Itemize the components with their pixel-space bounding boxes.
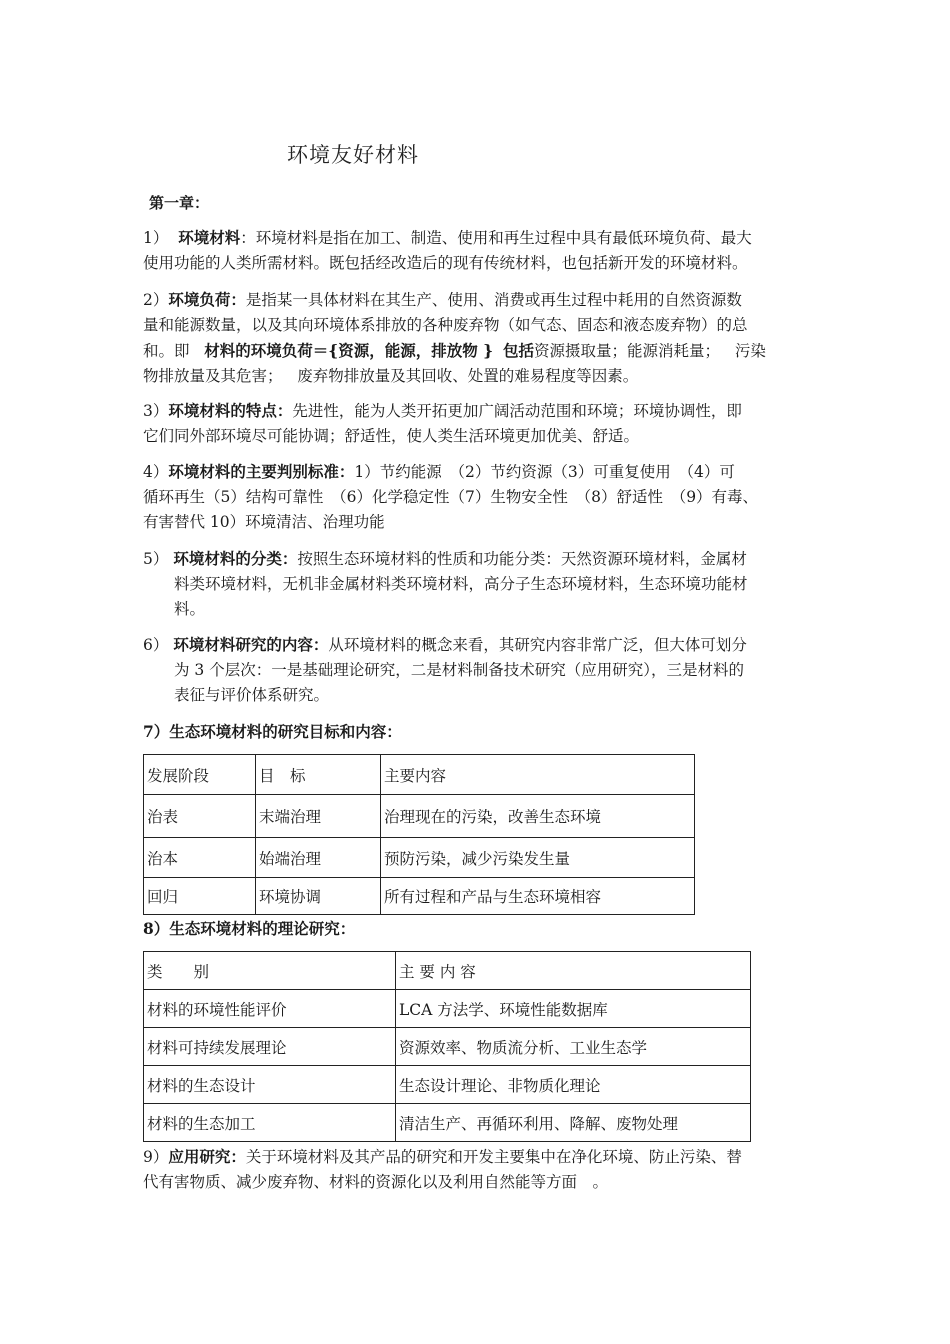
table-header-cell: 类 别 <box>144 952 396 990</box>
text: 它们同外部环境尽可能协调；舒适性，使人类生活环境更加优美、舒适。 <box>143 427 640 445</box>
text: 量和能源数量，以及其向环境体系排放的各种废弃物（如气态、固态和液态废弃物）的总 <box>143 316 748 334</box>
table-cell: 材料的环境性能评价 <box>144 990 396 1028</box>
text: 先进性，能为人类开拓更加广阔活动范围和环境；环境协调性，即 <box>292 402 742 420</box>
text: 按照生态环境材料的性质和功能分类：天然资源环境材料，金属材 <box>297 550 747 568</box>
text: 为 3 个层次：一是基础理论研究，二是材料制备技术研究（应用研究），三是材料的 <box>174 661 744 679</box>
table-cell: 环境协调 <box>256 878 381 915</box>
item-number: 1） <box>143 229 169 247</box>
text: ：环境材料是指在加工、制造、使用和再生过程中具有最低环境负荷、最大 <box>240 229 752 247</box>
text: 是指某一具体材料在其生产、使用、消费或再生过程中耗用的自然资源数 <box>245 291 742 309</box>
item-number: 5） <box>143 550 169 568</box>
term: 应用研究： <box>168 1147 246 1166</box>
goals-table <box>143 754 695 915</box>
table-cell: 所有过程和产品与生态环境相容 <box>381 878 695 915</box>
text: 和。即 <box>143 342 190 360</box>
text: 废弃物排放量及其回收、处置的难易程度等因素。 <box>297 367 639 385</box>
text: 污染 <box>734 342 766 360</box>
text: 关于环境材料及其产品的研究和开发主要集中在净化环境、防止污染、替 <box>245 1148 742 1166</box>
table-cell: 回归 <box>144 878 256 915</box>
chapter-heading: 第一章： <box>149 194 210 212</box>
item-number: 6） <box>143 636 169 654</box>
table-row <box>144 1028 751 1066</box>
table-header-row <box>144 755 695 795</box>
table-row <box>144 1104 751 1142</box>
document-title: 环境友好材料 <box>287 143 419 167</box>
table-header-cell: 发展阶段 <box>144 755 256 795</box>
table-cell: 清洁生产、再循环利用、降解、废物处理 <box>396 1104 751 1142</box>
table-row <box>144 795 695 838</box>
table-header-cell: 主要内容 <box>381 755 695 795</box>
paragraph-1 <box>143 225 823 276</box>
text: 代有害物质、减少废弃物、材料的资源化以及利用自然能等方面 。 <box>143 1173 609 1191</box>
text: 料。 <box>174 600 206 618</box>
formula: 材料的环境负荷＝{资源，能源，排放物 } <box>204 341 494 360</box>
paragraph-5 <box>143 546 823 622</box>
paragraph-4 <box>143 459 823 535</box>
table-header-cell: 目 标 <box>256 755 381 795</box>
term: 环境材料的分类： <box>173 549 298 568</box>
table-cell: 资源效率、物质流分析、工业生态学 <box>396 1028 751 1066</box>
text: 表征与评价体系研究。 <box>174 686 330 704</box>
item-number: 2） <box>143 291 169 309</box>
table-cell: 治理现在的污染，改善生态环境 <box>381 795 695 838</box>
table-row <box>144 990 751 1028</box>
text: 使用功能的人类所需材料。既包括经改造后的现有传统材料，也包括新开发的环境材料。 <box>143 254 748 272</box>
table-cell: 治表 <box>144 795 256 838</box>
table-header-row <box>144 952 751 990</box>
text: 1）节约能源 （2）节约资源（3）可重复使用 （4）可 <box>354 463 735 481</box>
term: 环境材料的特点： <box>168 401 293 420</box>
section-7-heading: 7）生态环境材料的研究目标和内容： <box>143 722 402 741</box>
table-cell: 末端治理 <box>256 795 381 838</box>
table-cell: 材料可持续发展理论 <box>144 1028 396 1066</box>
theory-table <box>143 951 751 1142</box>
paragraph-6 <box>143 632 823 708</box>
paragraph-9 <box>143 1144 823 1195</box>
text: 料类环境材料，无机非金属材料类环境材料，高分子生态环境材料，生态环境功能材 <box>174 575 748 593</box>
text: 循环再生（5）结构可靠性 （6）化学稳定性（7）生物安全性 （8）舒适性 （9）有毒、 <box>143 488 759 506</box>
table-cell: 材料的生态加工 <box>144 1104 396 1142</box>
table-header-cell: 主 要 内 容 <box>396 952 751 990</box>
text: 物排放量及其危害； <box>143 367 283 385</box>
table-cell: 始端治理 <box>256 838 381 878</box>
term: 包括 <box>503 341 535 360</box>
text: 从环境材料的概念来看，其研究内容非常广泛，但大体可划分 <box>328 636 747 654</box>
table-cell: 治本 <box>144 838 256 878</box>
text: 有害替代 10）环境清洁、治理功能 <box>143 513 385 531</box>
text: 资源摄取量；能源消耗量； <box>534 342 721 360</box>
table-row <box>144 838 695 878</box>
term: 环境材料研究的内容： <box>173 635 329 654</box>
table-row <box>144 1066 751 1104</box>
table-cell: 生态设计理论、非物质化理论 <box>396 1066 751 1104</box>
table-cell: 预防污染，减少污染发生量 <box>381 838 695 878</box>
paragraph-2 <box>143 287 823 389</box>
item-number: 9） <box>143 1148 169 1166</box>
table-row <box>144 878 695 915</box>
term: 环境材料的主要判别标准： <box>168 462 355 481</box>
item-number: 3） <box>143 402 169 420</box>
paragraph-3 <box>143 398 823 449</box>
table-cell: LCA 方法学、环境性能数据库 <box>396 990 751 1028</box>
term: 环境材料 <box>178 228 241 247</box>
section-8-heading: 8）生态环境材料的理论研究： <box>143 919 356 938</box>
item-number: 4） <box>143 463 169 481</box>
table-cell: 材料的生态设计 <box>144 1066 396 1104</box>
term: 环境负荷： <box>168 290 246 309</box>
